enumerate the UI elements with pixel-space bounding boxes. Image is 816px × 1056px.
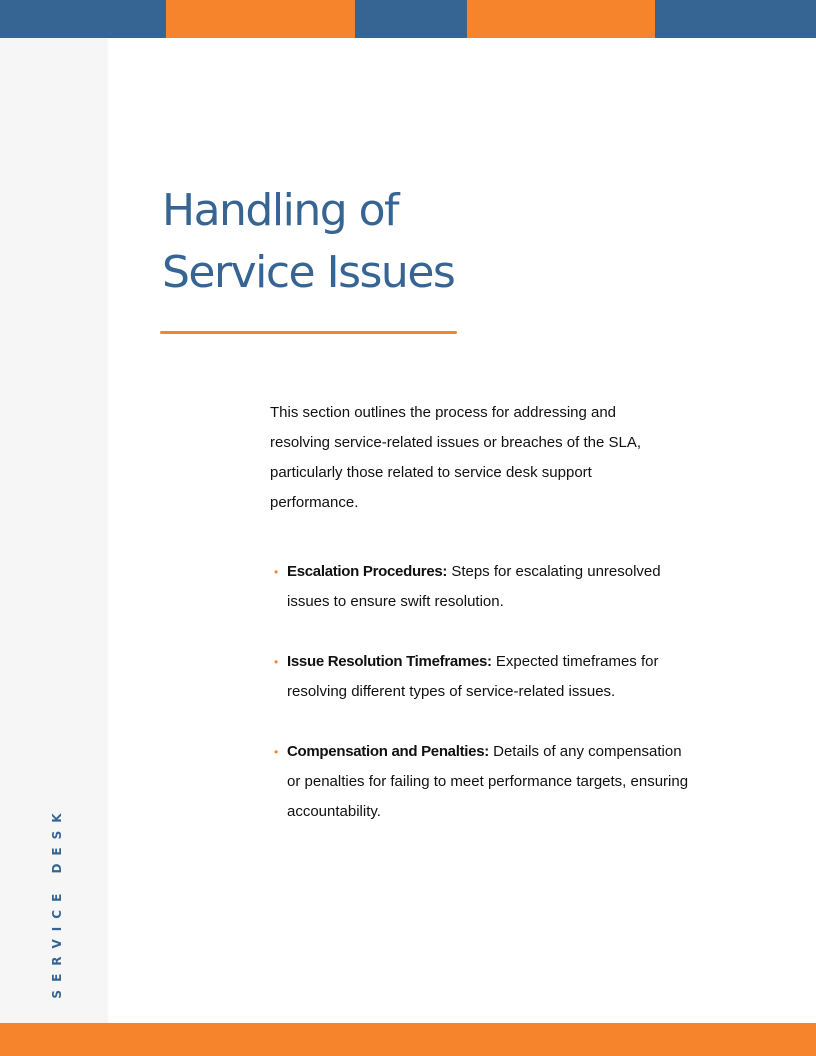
top-bar-segment-blue bbox=[655, 0, 816, 38]
bullet-description: Details of any compensation or penalties for failing to meet performance targets, ensuring accountability. bbox=[287, 743, 689, 820]
bullet-dot-icon: • bbox=[274, 565, 279, 579]
bullet-description: Expected timeframes for resolving different types of service-related issues. bbox=[287, 653, 659, 700]
bullet-dot-icon: • bbox=[274, 745, 279, 759]
bullet-dot-icon: • bbox=[274, 655, 279, 669]
title-underline bbox=[160, 331, 457, 334]
bottom-color-bar bbox=[0, 1023, 816, 1056]
bullet-term: Compensation and Penalties: bbox=[287, 743, 489, 760]
page-title-line-2: Service Issues bbox=[162, 247, 455, 298]
top-color-bar bbox=[0, 0, 816, 38]
issue-handling-list bbox=[274, 557, 694, 857]
list-item-compensation-and-penalties bbox=[274, 737, 694, 827]
top-bar-segment-orange bbox=[166, 0, 355, 38]
top-bar-segment-blue bbox=[0, 0, 166, 38]
intro-paragraph: This section outlines the process for addressing and resolving service-related issues or breaches of the SLA, particularly those related to service desk support performance. bbox=[270, 404, 642, 511]
top-bar-segment-blue bbox=[355, 0, 467, 38]
page-title-line-1: Handling of bbox=[162, 185, 399, 236]
list-item-escalation-procedures bbox=[274, 557, 694, 617]
sidebar-vertical-label: SERVICE DESK bbox=[50, 805, 64, 999]
bullet-description: Steps for escalating unresolved issues to ensure swift resolution. bbox=[287, 563, 661, 610]
top-bar-segment-orange bbox=[467, 0, 655, 38]
page-title bbox=[162, 180, 582, 304]
list-item-issue-resolution-timeframes bbox=[274, 647, 694, 707]
bullet-term: Escalation Procedures: bbox=[287, 563, 448, 580]
bullet-term: Issue Resolution Timeframes: bbox=[287, 653, 492, 670]
